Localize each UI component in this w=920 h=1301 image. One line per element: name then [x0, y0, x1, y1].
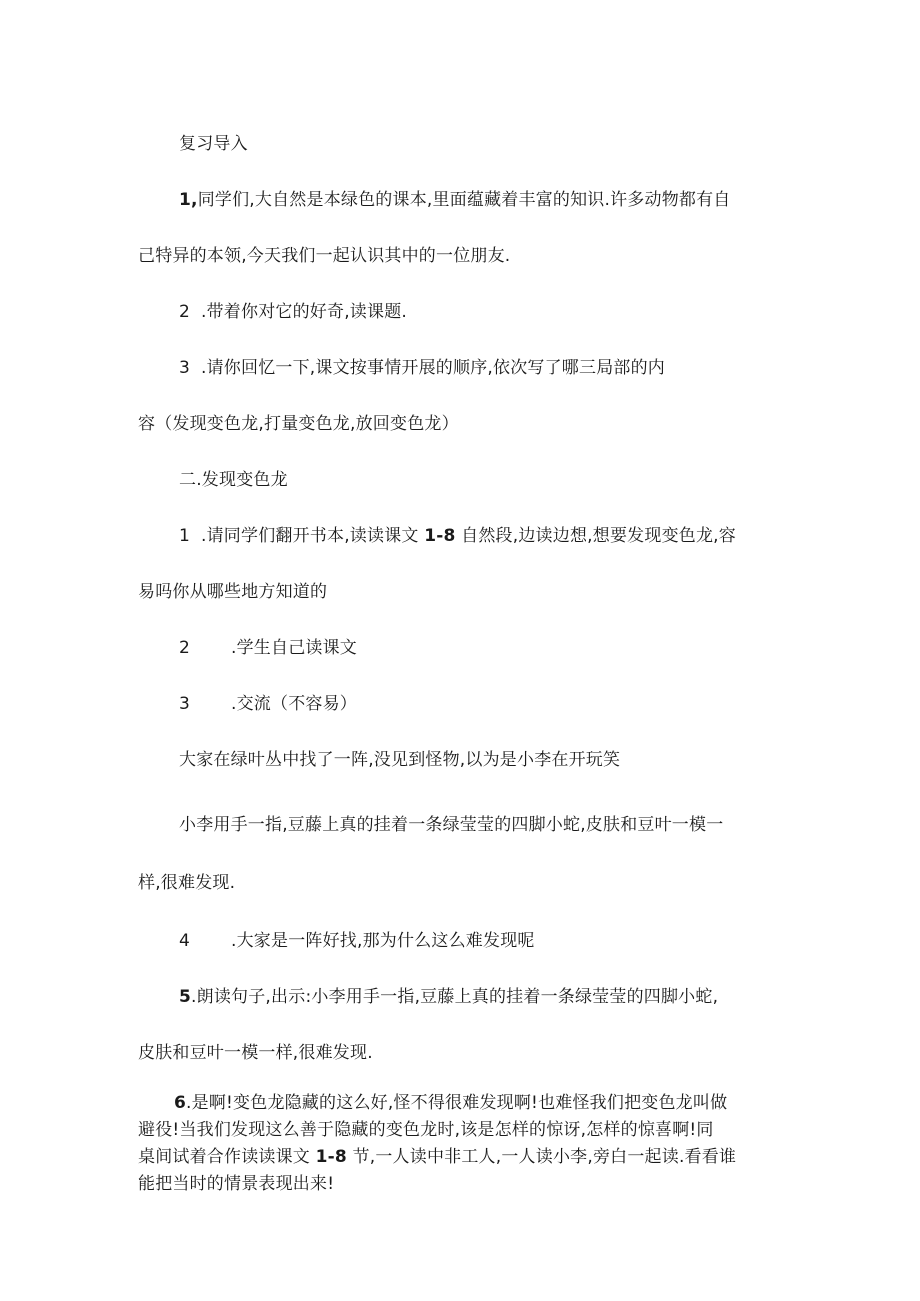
paragraph-number: 5: [179, 987, 192, 1007]
section2-item-1-line-2: 易吗你从哪些地方知道的: [138, 582, 328, 602]
paragraph-text: 桌间试着合作读读课文: [138, 1147, 310, 1167]
paragraph-number: 2: [179, 302, 191, 322]
paragraph-number: 3: [179, 358, 191, 378]
paragraph-number: 4: [179, 931, 191, 951]
range-text: 1-8: [424, 526, 456, 546]
item-6-line-1: [138, 1090, 788, 1117]
quote-1: 大家在绿叶丛中找了一阵,没见到怪物,以为是小李在开玩笑: [179, 750, 621, 770]
item-6-line-2: 避役!当我们发现这么善于隐藏的变色龙时,该是怎样的惊讶,怎样的惊喜啊!同: [138, 1120, 714, 1140]
paragraph-number: 6: [174, 1093, 187, 1113]
paragraph-1-line-1: [179, 189, 731, 211]
section2-item-1-line-1: [179, 525, 736, 547]
paragraph-3-line-2: 容（发现变色龙,打量变色龙,放回变色龙）: [138, 414, 459, 434]
paragraph-text: .请同学们翻开书本,读读课文: [201, 526, 419, 546]
section2-item-2: [179, 637, 357, 659]
paragraph-1-line-2: 己特异的本领,今天我们一起认识其中的一位朋友.: [138, 246, 511, 266]
paragraph-number: 2: [179, 638, 191, 658]
paragraph-3-line-1: [179, 357, 665, 379]
paragraph-text: .请你回忆一下,课文按事情开展的顺序,依次写了哪三局部的内: [201, 358, 666, 378]
paragraph-text: 自然段,边读边想,想要发现变色龙,容: [461, 526, 736, 546]
paragraph-2: [179, 301, 407, 323]
paragraph-text: .是啊!变色龙隐藏的这么好,怪不得很难发现啊!也难怪我们把变色龙叫做: [186, 1093, 728, 1113]
paragraph-text: .带着你对它的好奇,读课题.: [201, 302, 408, 322]
section-heading-discover: 二.发现变色龙: [179, 470, 288, 490]
item-6-line-4: 能把当时的情景表现出来!: [138, 1174, 335, 1194]
quote-2-line-2: 样,很难发现.: [138, 873, 236, 893]
paragraph-number: 3: [179, 694, 191, 714]
paragraph-text: .学生自己读课文: [231, 638, 358, 658]
section2-item-3: [179, 693, 357, 715]
section-heading-review: 复习导入: [179, 134, 248, 154]
paragraph-number: 1,: [179, 190, 198, 210]
paragraph-text: .大家是一阵好找,那为什么这么难发现呢: [231, 931, 535, 951]
section2-item-6: [138, 1090, 788, 1198]
quote-2-line-1: 小李用手一指,豆藤上真的挂着一条绿莹莹的四脚小蛇,皮肤和豆叶一模一: [179, 815, 724, 835]
paragraph-text: 同学们,大自然是本绿色的课本,里面蕴藏着丰富的知识.许多动物都有自: [197, 190, 731, 210]
paragraph-text: .交流（不容易）: [231, 694, 358, 714]
item-6-line-3: [138, 1144, 788, 1171]
paragraph-text: .朗读句子,出示:小李用手一指,豆藤上真的挂着一条绿莹莹的四脚小蛇,: [191, 987, 719, 1007]
paragraph-text: 节,一人读中非工人,一人读小李,旁白一起读.看看谁: [352, 1147, 737, 1167]
section2-item-5-line-2: 皮肤和豆叶一模一样,很难发现.: [138, 1043, 373, 1063]
range-text: 1-8: [315, 1147, 347, 1167]
section2-item-4: [179, 930, 535, 952]
section2-item-5-line-1: [179, 986, 718, 1008]
paragraph-number: 1: [179, 526, 191, 546]
